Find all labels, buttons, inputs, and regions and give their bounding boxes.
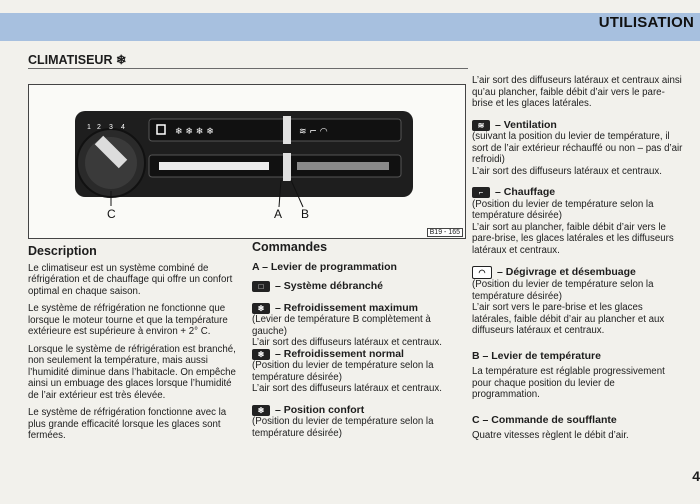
snow-normal-icon: ❄	[252, 349, 270, 360]
defrost-icon: ◠	[472, 266, 492, 279]
lever-a	[283, 116, 291, 144]
header-bar	[0, 13, 700, 41]
description-para-2: Le système de réfrigération ne fonctionne que lorsque le moteur tourne et que la température extérieure est supérieure à environ + 2° C.	[28, 303, 228, 337]
heating-label: – Chauffage	[495, 186, 556, 198]
ventilation-line-1: (suivant la position du levier de température, il sort de l’air extérieur réchauffé ou non – pas d’air refroidi)	[472, 131, 683, 165]
warm-range	[297, 162, 389, 170]
lever-a-heading: A – Levier de programmation	[252, 260, 397, 273]
mode-max-label: – Refroidissement maximum	[275, 301, 418, 314]
snow-comfort-icon: ❄	[252, 405, 270, 416]
description-para-1: Le climatiseur est un système combiné de réfrigération et de chauffage qui offre un confort optimal en chaque saison.	[28, 262, 233, 297]
mode-off-label: – Système débranché	[275, 280, 383, 292]
fan-control-text: Quatre vitesses règlent le débit d’air.	[472, 430, 629, 441]
climate-panel-illustration	[29, 85, 465, 238]
mode-icons-left: ❄ ❄ ❄ ❄	[175, 127, 214, 137]
mode-comfort-label: – Position confort	[275, 403, 365, 416]
commandes-column	[252, 242, 460, 439]
description-para-4: Le système de réfrigération fonctionne avec la plus grande efficacité lorsque les glaces sont fermées.	[28, 407, 227, 441]
fan-speed-4: 4	[121, 124, 125, 131]
right-column	[472, 75, 684, 442]
snow-max-icon: ❄	[252, 303, 270, 314]
description-heading: Description	[28, 244, 97, 258]
mode-max-line-2: L’air sort des diffuseurs latéraux et centraux.	[252, 337, 442, 348]
ventilation-row	[472, 120, 684, 132]
lever-b-text: La température est réglable progressivement pour chaque position du levier de programmation.	[472, 366, 665, 400]
square-icon: □	[252, 281, 270, 292]
defrost-line-2: L’air sort vers le pare-brise et les glaces latérales, faible débit d’air au plancher et aux diffuseurs latéraux et centraux.	[472, 302, 665, 336]
description-column	[28, 246, 240, 448]
page-header-title: UTILISATION	[598, 14, 694, 31]
section-title: CLIMATISEUR ❄	[28, 53, 127, 67]
fan-speed-3: 3	[109, 124, 113, 131]
mode-max-line-1: (Levier de température B complètement à gauche)	[252, 314, 431, 337]
mode-normal-row	[252, 349, 460, 361]
mode-off-row	[252, 281, 460, 293]
section-divider	[28, 68, 468, 69]
ventilation-line-2: L’air sort des diffuseurs latéraux et centraux.	[472, 165, 662, 177]
control-panel-figure	[28, 84, 466, 239]
page-number: 4	[692, 468, 700, 484]
fan-control-heading: C – Commande de soufflante	[472, 413, 617, 426]
heating-line-2: L’air sort au plancher, faible débit d’air vers le pare-brise, les glaces latérales et les diffuseurs latéraux et centraux.	[472, 221, 674, 256]
fan-speed-2: 2	[97, 124, 101, 131]
callout-b: B	[301, 207, 310, 221]
heating-row	[472, 187, 684, 199]
lever-b	[283, 153, 291, 181]
callout-c: C	[107, 207, 116, 221]
ventilation-icon: ≋	[472, 120, 490, 131]
callout-a: A	[274, 207, 283, 221]
mode-normal-line-1: (Position du levier de température selon la température désirée)	[252, 360, 434, 383]
mode-comfort-row	[252, 405, 460, 417]
mode-max-row	[252, 303, 460, 315]
figure-code: B19 - 165	[427, 228, 463, 237]
comfort-intro: L’air sort des diffuseurs latéraux et centraux ainsi qu’au plancher, faible débit d’air vers le pare-brise et les glaces latérales.	[472, 75, 682, 109]
mode-normal-line-2: L’air sort des diffuseurs latéraux et centraux.	[252, 383, 442, 394]
lever-b-heading: B – Levier de température	[472, 349, 601, 362]
defrost-row	[472, 266, 684, 279]
heating-line-1: (Position du levier de température selon la température désirée)	[472, 198, 654, 221]
ventilation-label: – Ventilation	[495, 118, 557, 131]
defrost-line-1: (Position du levier de température selon la température désirée)	[472, 279, 654, 302]
description-para-3: Lorsque le système de réfrigération est branché, non seulement la température, mais aussi l’humidité diminue dans l’habitacle. On empêche ainsi un embuage des glaces lorsque l’humidité de l’air extérieur est très élevée.	[28, 343, 236, 401]
mode-comfort-line-1: (Position du levier de température selon la température désirée)	[252, 416, 434, 439]
defrost-label: – Dégivrage et désembuage	[497, 265, 636, 278]
mode-normal-label: – Refroidissement normal	[275, 347, 404, 360]
fan-speed-1: 1	[87, 124, 91, 131]
mode-icons-right: ≋ ⌐ ◠	[299, 127, 328, 137]
commandes-heading: Commandes	[252, 240, 328, 254]
cold-range	[159, 162, 269, 170]
heating-icon: ⌐	[472, 187, 490, 198]
